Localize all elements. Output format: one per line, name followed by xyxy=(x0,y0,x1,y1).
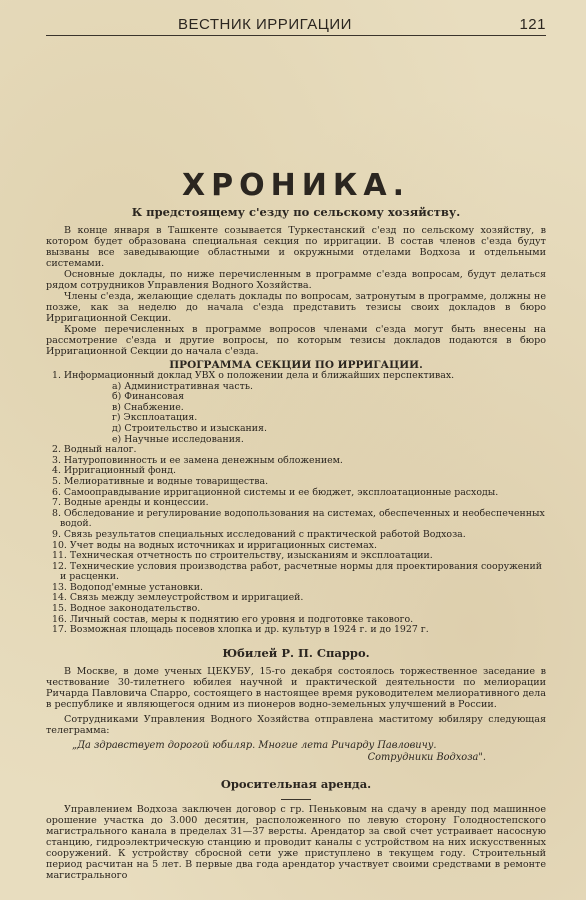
program-item: 10. Учет воды на водных источниках и ирригационных системах. xyxy=(52,539,377,551)
program-subitem: в) Снабжение. xyxy=(112,401,184,413)
program-subitem: а) Административная часть. xyxy=(112,380,253,392)
telegram-signature: Сотрудники Водхоза". xyxy=(367,751,486,763)
program-item: 11. Техническая отчетность по строительству, изысканиям и эксплоатации. xyxy=(52,550,433,562)
program-item: 16. Личный состав, меры к поднятию его уровня и подготовке такового. xyxy=(52,613,414,625)
congress-paragraph: В конце января в Ташкенте созывается Туркестанский с'езд по сельскому хозяйству, в котором будет образована специальная секция по ирригации. В состав членов с'езда будут вызваны все заведывающие областными и окружными отделами Водхоза и отдельными системами. xyxy=(46,225,546,269)
program-item: 6. Самооправдывание ирригационной системы и ее бюджет, эксплоатационные расходы. xyxy=(52,486,499,498)
program-item: 3. Натуроповинность и ее замена денежным обложением. xyxy=(52,454,343,466)
section-title: ХРОНИКА. xyxy=(182,168,410,203)
program-subitem: д) Строительство и изыскания. xyxy=(112,422,267,434)
program-item: 14. Связь между землеустройством и ирригацией. xyxy=(52,592,304,604)
program-item: 5. Мелиоративные и водные товарищества. xyxy=(52,475,269,487)
program-item: 4. Ирригационный фонд. xyxy=(52,465,176,477)
program-item: 13. Водопод'емные установки. xyxy=(52,581,203,593)
running-header xyxy=(46,16,546,36)
jubilee-heading: Юбилей Р. П. Спарро. xyxy=(222,645,370,660)
divider xyxy=(281,799,311,800)
program-subitem: г) Эксплоатация. xyxy=(112,412,198,424)
program-list xyxy=(46,371,546,636)
program-item: 15. Водное законодательство. xyxy=(52,603,201,615)
telegram-text: „Да здравствует дорогой юбиляр. Многие лета Ричарду Павловичу. xyxy=(72,739,437,751)
program-item: 8. Обследование и регулирование водопользования на системах, обеспеченных и необеспеченных водой. xyxy=(52,507,545,530)
lease-heading: Оросительная аренда. xyxy=(220,776,372,791)
lease-paragraph: Управлением Водхоза заключен договор с гр. Пеньковым на сдачу в аренду под машинное орошение участка до 3.000 десятин, расположенного по левую сторону Голодностепского магистрального канала в пределах 31—37 версты. Арендатор за свой счет устраивает насосную станцию, гидроэлектрическую станцию и проводит каналы с устройством на них искусственных сооружений. К устройству сбросной сети уже приступлено в текущем году. Строительный период расчитан на 5 лет. В первые два года арендатор участвует своими средствами в ремонте магистрального xyxy=(46,803,546,881)
program-item: 17. Возможная площадь посевов хлопка и др. культур в 1924 г. и до 1927 г. xyxy=(52,624,429,636)
program-item: 7. Водные аренды и концессии. xyxy=(52,497,209,509)
jubilee-paragraph: Сотрудниками Управления Водного Хозяйства отправлена маститому юбиляру следующая телеграмма: xyxy=(46,713,546,736)
congress-heading: К предстоящему с'езду по сельскому хозяйству. xyxy=(131,205,461,219)
program-heading: ПРОГРАММА СЕКЦИИ ПО ИРРИГАЦИИ. xyxy=(169,359,423,371)
journal-title: ВЕСТНИК ИРРИГАЦИИ xyxy=(178,16,352,33)
congress-paragraph: Основные доклады, по ниже перечисленным в программе с'езда вопросам, будут делаться рядом сотрудников Управления Водного Хозяйства. xyxy=(46,269,546,291)
jubilee-paragraph: В Москве, в доме ученых ЦЕКУБУ, 15-го декабря состоялось торжественное заседание в чествование 30-тилетнего юбилея научной и практической деятельности по мелиорации Ричарда Павловича Спарро, состоящего в настоящее время руководителем мелиоративного дела в республике и являющегося одним из пионеров водно-земельных улучшений в России. xyxy=(46,665,546,710)
program-item: 9. Связь результатов специальных исследований с практической работой Водхоза. xyxy=(52,528,466,540)
program-item: 12. Технические условия производства работ, расчетные нормы для проектирования сооружений и расценки. xyxy=(52,560,543,583)
page-number: 121 xyxy=(519,16,546,33)
program-item: 1. Информационный доклад УВХ о положении дела и ближайших перспективах. xyxy=(52,370,455,381)
program-item: 2. Водный налог. xyxy=(52,444,137,456)
congress-paragraph: Члены с'езда, желающие сделать доклады по вопросам, затронутым в программе, должны не позже, как за неделю до начала с'езда представить тезисы своих докладов в бюро Ирригационной Секции. xyxy=(46,291,546,324)
program-subitem: б) Финансовая xyxy=(112,391,185,403)
congress-paragraph: Кроме перечисленных в программе вопросов членами с'езда могут быть внесены на рассмотрение с'езда и другие вопросы, по которым тезисы докладов подаются в бюро Ирригационной Секции до начала с'езда. xyxy=(46,324,546,357)
program-subitem: е) Научные исследования. xyxy=(112,433,244,445)
